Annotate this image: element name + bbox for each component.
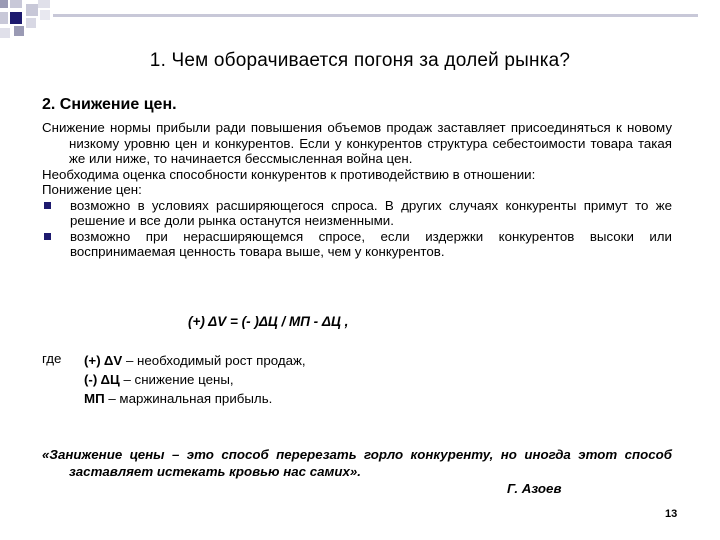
bullet-text: возможно в условиях расширяющегося спроса. В других случаях конкуренты примут то же решение и все доли рынка останутся неизменными. [70, 197, 672, 228]
paragraph-assessment: Необходима оценка способности конкурентов к противодействию в отношении: [42, 166, 536, 182]
definition-term: (+) ΔV [84, 353, 123, 368]
slide-title: 1. Чем оборачивается погоня за долей рынка? [149, 50, 571, 71]
definition-desc: – снижение цены, [119, 372, 234, 387]
list-item [42, 229, 672, 260]
definition-item [84, 389, 306, 408]
quote: «Занижение цены – это способ перерезать горло конкуренту, но иногда этот способ заставляет истекать кровью нас самих». [42, 447, 672, 479]
definition-item [84, 351, 306, 370]
quote-author: Г. Азоев [507, 481, 562, 496]
definition-desc: – необходимый рост продаж, [122, 353, 306, 368]
paragraph-price-lowering: Понижение цен: [42, 182, 142, 197]
bullet-text: возможно при нерасширяющемся спросе, если издержки конкурентов высоки или воспринимаемая ценность товара выше, чем у конкурентов. [70, 228, 672, 259]
definitions-list [84, 351, 306, 408]
paragraph-price-reduction: Снижение нормы прибыли ради повышения объемов продаж заставляет присоединяться к новому низкому уровню цен и конкурентов. Если у конкурентов структура себестоимости товара такая же или ниже, то начинается бессмысленная война цен. [42, 120, 672, 166]
definition-desc: – маржинальная прибыль. [104, 391, 273, 406]
where-label: где [42, 351, 62, 366]
page-number: 13 [665, 508, 678, 520]
slide-subtitle: 2. Снижение цен. [42, 96, 177, 113]
formula: (+) ΔV = (- )ΔЦ / МП - ΔЦ , [188, 314, 349, 329]
definition-item [84, 370, 306, 389]
list-item [42, 198, 672, 229]
square-bullet-icon [44, 233, 51, 240]
definition-term: (-) ΔЦ [84, 372, 120, 387]
body-text [42, 120, 672, 260]
square-bullet-icon [44, 202, 51, 209]
definition-term: МП [84, 391, 105, 406]
